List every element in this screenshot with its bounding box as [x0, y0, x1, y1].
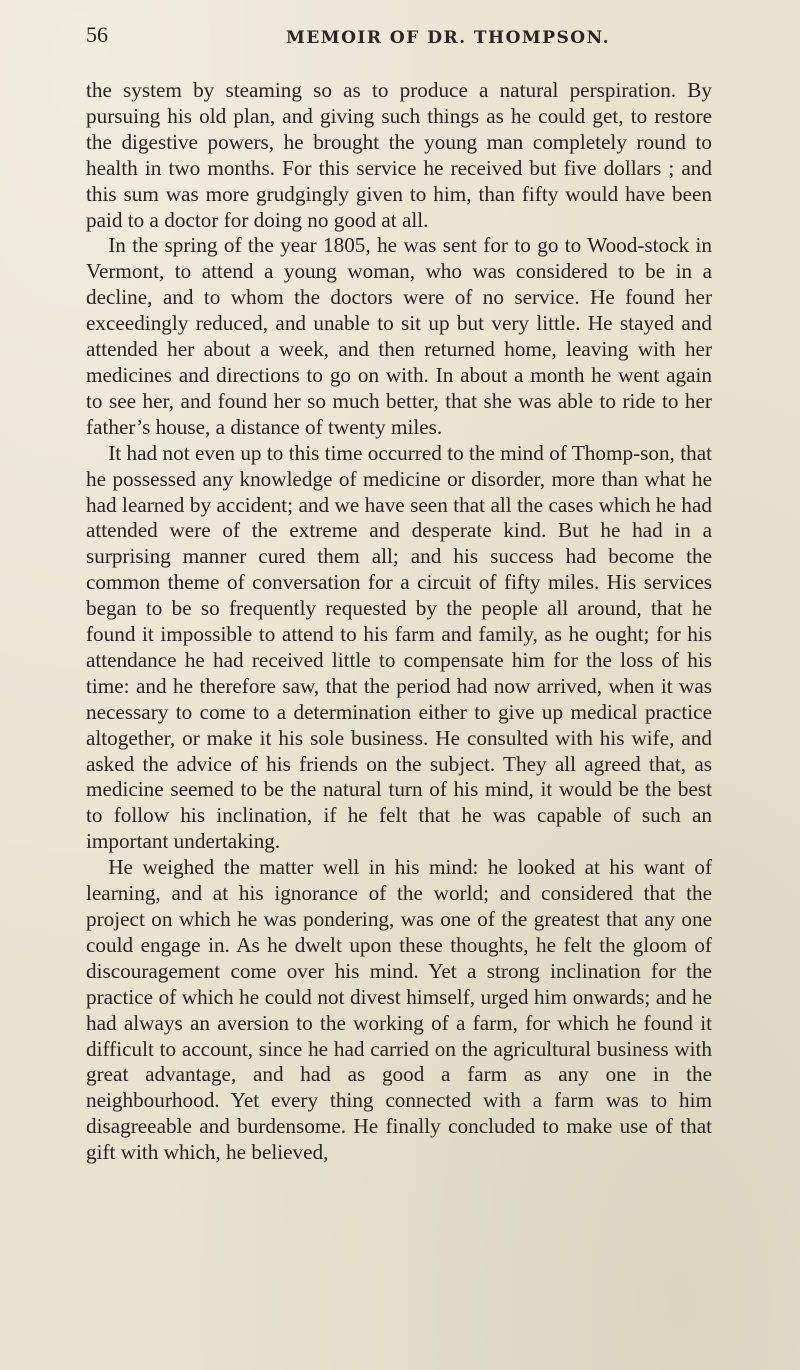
paragraph-continued: the system by steaming so as to produce a natural perspiration. By pursuing his old plan, and giving such things as he could get, to restore the digestive powers, he brought the young man completely round to health in two months. For this service he received but five dollars ; and this sum was more grudgingly given to him, than fifty would have been paid to a doctor for doing no good at all.	[86, 78, 712, 232]
paragraph-medical-decision: It had not even up to this time occurred to the mind of Thomp-son, that he possessed any knowledge of medicine or disorder, more than what he had learned by accident; and we have seen that all the cases which he had attended were of the extreme and desperate kind. But he had in a surprising manner cured them all; and his success had become the common theme of conversation for a circuit of fifty miles. His services began to be so frequently requested by the people all around, that he found it impossible to attend to his farm and family, as he ought; for his attendance he had received little to compensate him for the loss of his time: and he therefore saw, that the period had now arrived, when it was necessary to come to a determination either to give up medical practice altogether, or make it his sole business. He consulted with his wife, and asked the advice of his friends on the subject. They all agreed that, as medicine seemed to be the natural turn of his mind, it would be the best to follow his inclination, if he felt that he was capable of such an important undertaking.	[86, 440, 712, 854]
running-title: MEMOIR OF DR. THOMPSON.	[286, 28, 610, 48]
paragraph-weighing-matter: He weighed the matter well in his mind: he looked at his want of learning, and at his ignorance of the world; and considered that the project on which he was pondering, was one of the greatest that any one could engage in. As he dwelt upon these thoughts, he felt the gloom of discouragement come over his mind. Yet a strong inclination for the practice of which he could not divest himself, urged him onwards; and he had always an aversion to the working of a farm, for which he found it difficult to account, since he had carried on the agricultural business with great advantage, and had as good a farm as any one in the neighbourhood. Yet every thing connected with a farm was to him disagreeable and burdensome. He finally concluded to make use of that gift with which, he believed,	[86, 855, 712, 1165]
running-head	[86, 22, 738, 52]
page-number: 56	[86, 22, 108, 47]
body-text	[86, 78, 712, 1166]
paragraph-woodstock-case: In the spring of the year 1805, he was sent for to go to Wood-stock in Vermont, to attend a young woman, who was considered to be in a decline, and to whom the doctors were of no service. He found her exceedingly reduced, and unable to sit up but very little. He stayed and attended her about a week, and then returned home, leaving with her medicines and directions to go on with. In about a month he went again to see her, and found her so much better, that she was able to ride to her father’s house, a distance of twenty miles.	[86, 233, 712, 439]
